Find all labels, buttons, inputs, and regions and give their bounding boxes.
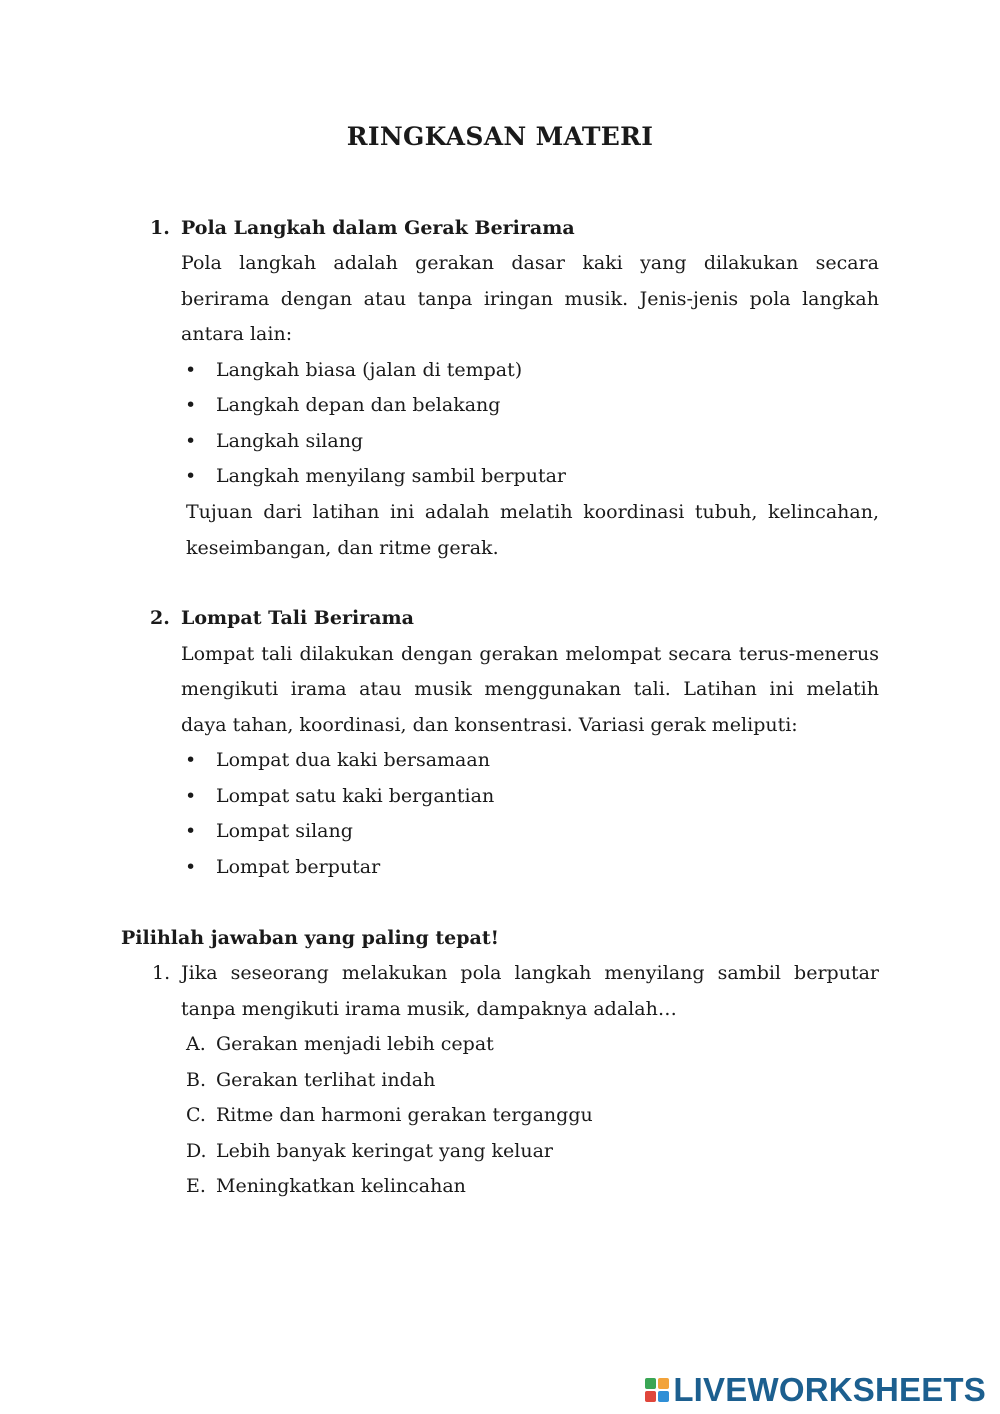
bullet-dot: • xyxy=(185,359,197,381)
section2-bullet-4: Lompat berputar xyxy=(216,856,381,878)
option-d-letter: D. xyxy=(186,1140,207,1162)
section1-outro-line-1: Tujuan dari latihan ini adalah melatih koordinasi tubuh, kelincahan, xyxy=(186,501,879,523)
section1-bullet-2: Langkah depan dan belakang xyxy=(216,394,501,416)
section2-bullet-3: Lompat silang xyxy=(216,820,353,842)
option-d-text[interactable]: Lebih banyak keringat yang keluar xyxy=(216,1140,554,1162)
option-e-letter: E. xyxy=(186,1175,206,1197)
section1-intro-line-1: Pola langkah adalah gerakan dasar kaki yang dilakukan secara xyxy=(181,252,879,274)
question-line-1: Jika seseorang melakukan pola langkah menyilang sambil berputar xyxy=(181,962,879,984)
section2-intro-line-3: daya tahan, koordinasi, dan konsentrasi. Variasi gerak meliputi: xyxy=(181,714,798,736)
question-line-2: tanpa mengikuti irama musik, dampaknya adalah… xyxy=(181,998,677,1020)
section2-number: 2. xyxy=(150,607,170,629)
option-b-text[interactable]: Gerakan terlihat indah xyxy=(216,1069,436,1091)
section1-number: 1. xyxy=(150,217,170,239)
option-c-text[interactable]: Ritme dan harmoni gerakan terganggu xyxy=(216,1104,593,1126)
liveworksheets-logo xyxy=(645,1371,986,1408)
section2-bullet-2: Lompat satu kaki bergantian xyxy=(216,785,495,807)
bullet-dot: • xyxy=(185,465,197,487)
option-a-text[interactable]: Gerakan menjadi lebih cepat xyxy=(216,1033,494,1055)
page-title: RINGKASAN MATERI xyxy=(346,122,654,151)
section2-bullet-1: Lompat dua kaki bersamaan xyxy=(216,749,490,771)
section1-heading: Pola Langkah dalam Gerak Berirama xyxy=(181,217,575,239)
bullet-dot: • xyxy=(185,430,197,452)
section2-intro-line-2: mengikuti irama atau musik menggunakan tali. Latihan ini melatih xyxy=(181,678,879,700)
bullet-dot: • xyxy=(185,749,197,771)
bullet-dot: • xyxy=(185,820,197,842)
section2-heading: Lompat Tali Berirama xyxy=(181,607,414,629)
section1-bullet-4: Langkah menyilang sambil berputar xyxy=(216,465,566,487)
question-number: 1. xyxy=(152,962,171,984)
option-a-letter: A. xyxy=(186,1033,206,1055)
section1-outro-line-2: keseimbangan, dan ritme gerak. xyxy=(186,537,499,559)
section1-bullet-1: Langkah biasa (jalan di tempat) xyxy=(216,359,523,381)
bullet-dot: • xyxy=(185,856,197,878)
bullet-dot: • xyxy=(185,785,197,807)
section1-intro-line-3: antara lain: xyxy=(181,323,293,345)
bullet-dot: • xyxy=(185,394,197,416)
logo-grid-icon xyxy=(645,1378,669,1402)
quiz-instruction: Pilihlah jawaban yang paling tepat! xyxy=(121,927,499,949)
section1-bullet-3: Langkah silang xyxy=(216,430,364,452)
option-c-letter: C. xyxy=(186,1104,206,1126)
logo-text: LIVEWORKSHEETS xyxy=(673,1371,986,1408)
section1-intro-line-2: berirama dengan atau tanpa iringan musik. Jenis-jenis pola langkah xyxy=(181,288,879,310)
option-b-letter: B. xyxy=(186,1069,207,1091)
option-e-text[interactable]: Meningkatkan kelincahan xyxy=(216,1175,466,1197)
section2-intro-line-1: Lompat tali dilakukan dengan gerakan melompat secara terus-menerus xyxy=(181,643,879,665)
